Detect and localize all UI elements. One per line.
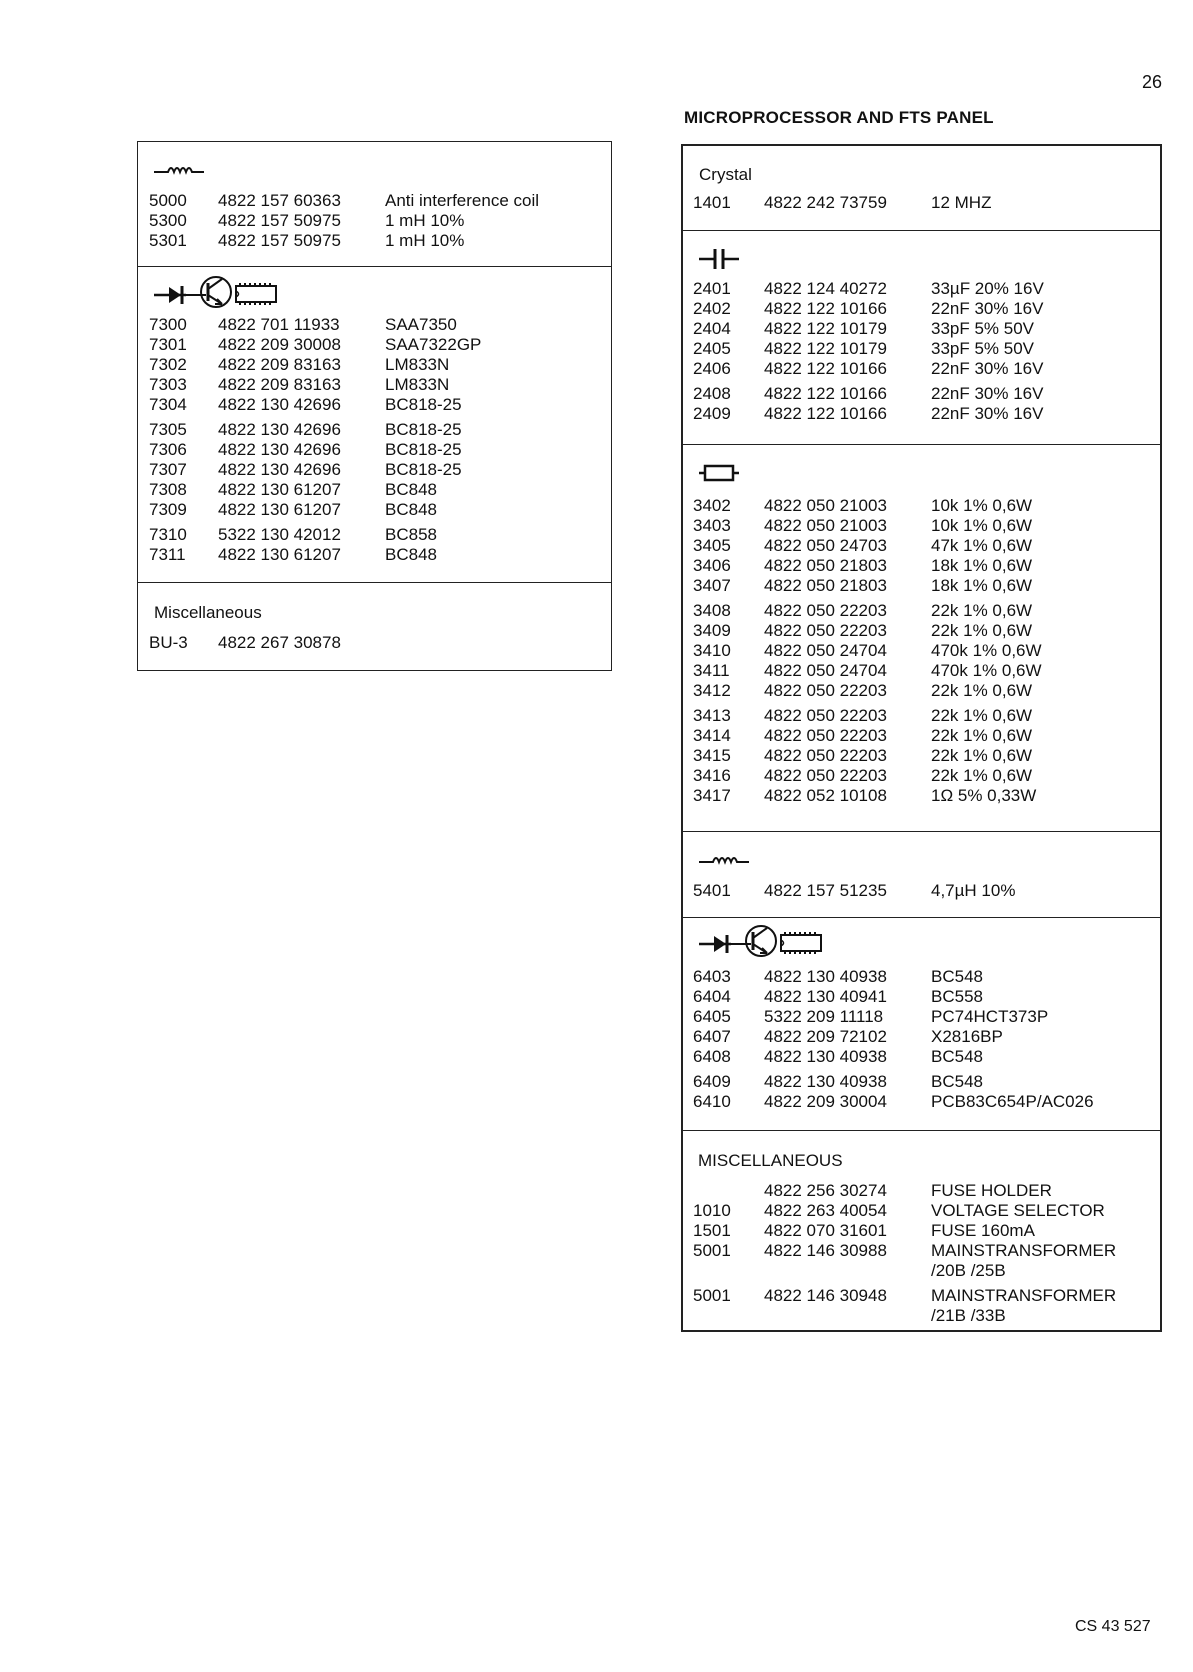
- position-number: 3411: [693, 661, 730, 680]
- part-row: [138, 231, 611, 251]
- part-description: LM833N: [385, 355, 450, 374]
- position-number: 7311: [149, 545, 186, 564]
- part-row: [683, 1072, 1160, 1092]
- part-description: X2816BP: [931, 1027, 1003, 1046]
- page-number: 26: [1142, 72, 1163, 92]
- position-number: 6403: [693, 967, 731, 986]
- misc-title: Miscellaneous: [154, 603, 262, 622]
- position-number: 3414: [693, 726, 731, 745]
- part-row: [138, 633, 611, 653]
- part-row: [138, 440, 611, 460]
- part-description: 10k 1% 0,6W: [931, 516, 1033, 535]
- part-description: BC818-25: [385, 395, 462, 414]
- part-row: [683, 1286, 1160, 1306]
- part-description: 470k 1% 0,6W: [931, 661, 1042, 680]
- part-code: 4822 130 61207: [218, 480, 341, 499]
- part-description: 22k 1% 0,6W: [931, 621, 1033, 640]
- part-row: [683, 576, 1160, 596]
- part-row: [683, 496, 1160, 516]
- part-description: PCB83C654P/AC026: [931, 1092, 1094, 1111]
- position-number: 2408: [693, 384, 731, 403]
- position-number: 6404: [693, 987, 731, 1006]
- part-description: 22k 1% 0,6W: [931, 681, 1033, 700]
- part-description: LM833N: [385, 375, 450, 394]
- part-row: [683, 967, 1160, 987]
- part-description: 22k 1% 0,6W: [931, 746, 1033, 765]
- ic-chip-icon: [236, 283, 276, 305]
- position-number: 6405: [693, 1007, 731, 1026]
- part-row: [683, 1007, 1160, 1027]
- part-code: 4822 157 50975: [218, 211, 341, 230]
- part-code: 4822 050 21003: [764, 516, 887, 535]
- position-number: 3405: [693, 536, 731, 555]
- coil-icon: [697, 854, 751, 864]
- part-code: 4822 122 10166: [764, 359, 887, 378]
- section-title: MICROPROCESSOR AND FTS PANEL: [684, 108, 994, 127]
- part-row: [683, 1221, 1160, 1241]
- part-row: [138, 525, 611, 545]
- part-code: 4822 157 51235: [764, 881, 887, 900]
- part-code: 4822 130 42696: [218, 460, 341, 479]
- part-code: 5322 130 42012: [218, 525, 341, 544]
- position-number: 5001: [693, 1286, 731, 1305]
- semiconductor-icons: [152, 271, 292, 311]
- part-description: /20B /25B: [931, 1261, 1006, 1280]
- part-description: 47k 1% 0,6W: [931, 536, 1033, 555]
- part-code: 4822 209 30004: [764, 1092, 887, 1111]
- position-number: 3408: [693, 601, 731, 620]
- part-code: 4822 050 21803: [764, 576, 887, 595]
- part-description: VOLTAGE SELECTOR: [931, 1201, 1105, 1220]
- part-code: 4822 157 60363: [218, 191, 341, 210]
- part-code: 4822 209 30008: [218, 335, 341, 354]
- part-code: 4822 050 22203: [764, 766, 887, 785]
- part-code: 4822 050 22203: [764, 706, 887, 725]
- position-number: 6407: [693, 1027, 731, 1046]
- part-row: [683, 1201, 1160, 1221]
- part-row: [683, 641, 1160, 661]
- position-number: 6409: [693, 1072, 731, 1091]
- part-description: 1 mH 10%: [385, 211, 465, 230]
- part-description: 22k 1% 0,6W: [931, 766, 1033, 785]
- part-description: SAA7350: [385, 315, 457, 334]
- resistor-section: [683, 445, 1160, 832]
- part-row: [683, 299, 1160, 319]
- coil-icon: [152, 164, 206, 174]
- part-code: 4822 122 10166: [764, 299, 887, 318]
- part-description: BC848: [385, 500, 437, 519]
- part-description: 33pF 5% 50V: [931, 339, 1035, 358]
- part-row: [683, 661, 1160, 681]
- part-row: [683, 621, 1160, 641]
- coil-section-right: [683, 832, 1160, 918]
- resistor-icon: [697, 461, 741, 485]
- misc-title: MISCELLANEOUS: [698, 1151, 843, 1170]
- part-row: [683, 1047, 1160, 1067]
- position-number: BU-3: [149, 633, 188, 652]
- part-code: 4822 130 40938: [764, 967, 887, 986]
- transistor-icon: [727, 926, 776, 956]
- part-description: BC548: [931, 1047, 983, 1066]
- part-description: 22nF 30% 16V: [931, 404, 1044, 423]
- part-row: [683, 1261, 1160, 1281]
- position-number: 7300: [149, 315, 187, 334]
- part-description: PC74HCT373P: [931, 1007, 1049, 1026]
- position-number: 7307: [149, 460, 187, 479]
- position-number: 2406: [693, 359, 731, 378]
- part-code: 4822 130 42696: [218, 395, 341, 414]
- part-code: 4822 130 42696: [218, 440, 341, 459]
- left-parts-panel: [137, 141, 612, 671]
- position-number: 7303: [149, 375, 187, 394]
- part-row: [138, 420, 611, 440]
- part-code: 4822 267 30878: [218, 633, 341, 652]
- part-code: 4822 122 10179: [764, 319, 887, 338]
- position-number: 7302: [149, 355, 187, 374]
- position-number: 3406: [693, 556, 731, 575]
- capacitor-section: [683, 231, 1160, 445]
- part-code: 4822 242 73759: [764, 193, 887, 212]
- part-row: [683, 1181, 1160, 1201]
- position-number: 5000: [149, 191, 187, 210]
- part-row: [138, 315, 611, 335]
- position-number: 3410: [693, 641, 731, 660]
- part-row: [683, 1027, 1160, 1047]
- position-number: 1010: [693, 1201, 731, 1220]
- part-row: [683, 726, 1160, 746]
- part-code: 4822 052 10108: [764, 786, 887, 805]
- part-code: 4822 130 40941: [764, 987, 887, 1006]
- semiconductor-icons: [697, 920, 837, 960]
- diode-icon: [154, 286, 186, 304]
- part-description: BC848: [385, 545, 437, 564]
- part-code: 4822 050 22203: [764, 726, 887, 745]
- semiconductor-section: [138, 267, 611, 583]
- part-code: 4822 263 40054: [764, 1201, 887, 1220]
- part-code: 4822 050 21803: [764, 556, 887, 575]
- transistor-icon: [182, 277, 231, 307]
- part-code: 4822 256 30274: [764, 1181, 887, 1200]
- position-number: 6410: [693, 1092, 731, 1111]
- position-number: 1501: [693, 1221, 731, 1240]
- part-description: 18k 1% 0,6W: [931, 556, 1033, 575]
- position-number: 3407: [693, 576, 731, 595]
- part-code: 4822 130 61207: [218, 545, 341, 564]
- position-number: 7305: [149, 420, 187, 439]
- right-parts-panel: [681, 144, 1162, 1332]
- part-code: 4822 050 21003: [764, 496, 887, 515]
- position-number: 3417: [693, 786, 731, 805]
- part-row: [683, 384, 1160, 404]
- part-description: FUSE 160mA: [931, 1221, 1035, 1240]
- part-row: [138, 545, 611, 565]
- part-description: 1 mH 10%: [385, 231, 465, 250]
- part-description: BC848: [385, 480, 437, 499]
- part-row: [138, 211, 611, 231]
- position-number: 6408: [693, 1047, 731, 1066]
- part-description: Anti interference coil: [385, 191, 540, 210]
- part-row: [683, 1306, 1160, 1326]
- part-code: 4822 050 22203: [764, 681, 887, 700]
- part-code: 4822 146 30948: [764, 1286, 887, 1305]
- part-row: [138, 395, 611, 415]
- part-row: [138, 480, 611, 500]
- part-description: BC548: [931, 967, 983, 986]
- position-number: 5301: [149, 231, 187, 250]
- part-row: [683, 319, 1160, 339]
- part-description: BC548: [931, 1072, 983, 1091]
- part-row: [683, 1092, 1160, 1112]
- part-description: 22nF 30% 16V: [931, 359, 1044, 378]
- position-number: 5001: [693, 1241, 731, 1260]
- part-description: 470k 1% 0,6W: [931, 641, 1042, 660]
- part-row: [138, 500, 611, 520]
- part-row: [683, 987, 1160, 1007]
- part-code: 4822 122 10166: [764, 384, 887, 403]
- position-number: 2401: [693, 279, 731, 298]
- part-description: 22k 1% 0,6W: [931, 726, 1033, 745]
- part-code: 4822 701 11933: [218, 315, 340, 334]
- misc-section-right: [683, 1131, 1160, 1330]
- ic-chip-icon: [781, 932, 821, 954]
- part-description: 4,7µH 10%: [931, 881, 1016, 900]
- position-number: 1401: [693, 193, 731, 212]
- part-row: [138, 335, 611, 355]
- part-row: [683, 706, 1160, 726]
- part-description: 10k 1% 0,6W: [931, 496, 1033, 515]
- position-number: 3403: [693, 516, 731, 535]
- position-number: 7309: [149, 500, 187, 519]
- part-row: [683, 404, 1160, 424]
- document-code: CS 43 527: [1075, 1618, 1151, 1635]
- part-code: 4822 130 42696: [218, 420, 341, 439]
- part-code: 4822 050 24704: [764, 661, 887, 680]
- part-row: [138, 375, 611, 395]
- part-code: 4822 209 83163: [218, 375, 341, 394]
- crystal-section: [683, 146, 1160, 231]
- part-row: [683, 601, 1160, 621]
- part-description: 22nF 30% 16V: [931, 299, 1044, 318]
- position-number: 3415: [693, 746, 731, 765]
- position-number: 3412: [693, 681, 731, 700]
- part-code: 4822 157 50975: [218, 231, 341, 250]
- part-description: FUSE HOLDER: [931, 1181, 1052, 1200]
- part-row: [683, 339, 1160, 359]
- part-row: [683, 766, 1160, 786]
- position-number: 2409: [693, 404, 731, 423]
- part-code: 4822 124 40272: [764, 279, 887, 298]
- part-description: SAA7322GP: [385, 335, 482, 354]
- position-number: 3413: [693, 706, 731, 725]
- part-code: 4822 050 24703: [764, 536, 887, 555]
- position-number: 5300: [149, 211, 187, 230]
- part-code: 4822 050 24704: [764, 641, 887, 660]
- part-description: 18k 1% 0,6W: [931, 576, 1033, 595]
- part-row: [138, 355, 611, 375]
- semiconductor-section-right: [683, 918, 1160, 1131]
- part-row: [683, 279, 1160, 299]
- part-description: BC558: [931, 987, 983, 1006]
- part-row: [138, 460, 611, 480]
- part-description: 33pF 5% 50V: [931, 319, 1035, 338]
- position-number: 2402: [693, 299, 731, 318]
- part-code: 4822 122 10179: [764, 339, 887, 358]
- part-description: 33µF 20% 16V: [931, 279, 1044, 298]
- part-code: 4822 130 61207: [218, 500, 341, 519]
- part-description: 22k 1% 0,6W: [931, 601, 1033, 620]
- part-description: 1Ω 5% 0,33W: [931, 786, 1037, 805]
- part-code: 4822 050 22203: [764, 621, 887, 640]
- position-number: 3416: [693, 766, 731, 785]
- part-row: [683, 193, 1160, 213]
- part-row: [683, 746, 1160, 766]
- part-row: [683, 359, 1160, 379]
- part-description: MAINSTRANSFORMER: [931, 1241, 1117, 1260]
- part-code: 4822 209 72102: [764, 1027, 887, 1046]
- position-number: 2405: [693, 339, 731, 358]
- part-code: 4822 050 22203: [764, 601, 887, 620]
- part-code: 4822 050 22203: [764, 746, 887, 765]
- coil-section: [138, 142, 611, 267]
- part-description: 22k 1% 0,6W: [931, 706, 1033, 725]
- part-description: 22nF 30% 16V: [931, 384, 1044, 403]
- position-number: 7304: [149, 395, 187, 414]
- part-code: 4822 146 30988: [764, 1241, 887, 1260]
- part-description: BC818-25: [385, 420, 462, 439]
- part-description: BC818-25: [385, 460, 462, 479]
- misc-section: [138, 583, 611, 672]
- part-code: 4822 122 10166: [764, 404, 887, 423]
- part-row: [683, 556, 1160, 576]
- part-row: [683, 516, 1160, 536]
- part-code: 4822 070 31601: [764, 1221, 887, 1240]
- part-row: [683, 881, 1160, 901]
- part-row: [138, 191, 611, 211]
- position-number: 7308: [149, 480, 187, 499]
- crystal-title: Crystal: [699, 165, 752, 184]
- part-row: [683, 786, 1160, 806]
- part-code: 4822 130 40938: [764, 1047, 887, 1066]
- capacitor-icon: [697, 247, 741, 271]
- position-number: 7306: [149, 440, 187, 459]
- part-code: 4822 209 83163: [218, 355, 341, 374]
- part-row: [683, 681, 1160, 701]
- part-code: 4822 130 40938: [764, 1072, 887, 1091]
- position-number: 7310: [149, 525, 187, 544]
- position-number: 3402: [693, 496, 731, 515]
- part-description: /21B /33B: [931, 1306, 1006, 1325]
- part-row: [683, 1241, 1160, 1261]
- part-description: MAINSTRANSFORMER: [931, 1286, 1117, 1305]
- part-description: 12 MHZ: [931, 193, 992, 212]
- part-row: [683, 536, 1160, 556]
- part-description: BC858: [385, 525, 437, 544]
- position-number: 2404: [693, 319, 731, 338]
- position-number: 5401: [693, 881, 731, 900]
- diode-icon: [699, 935, 731, 953]
- part-description: BC818-25: [385, 440, 462, 459]
- position-number: 7301: [149, 335, 187, 354]
- part-code: 5322 209 11118: [764, 1007, 884, 1026]
- position-number: 3409: [693, 621, 731, 640]
